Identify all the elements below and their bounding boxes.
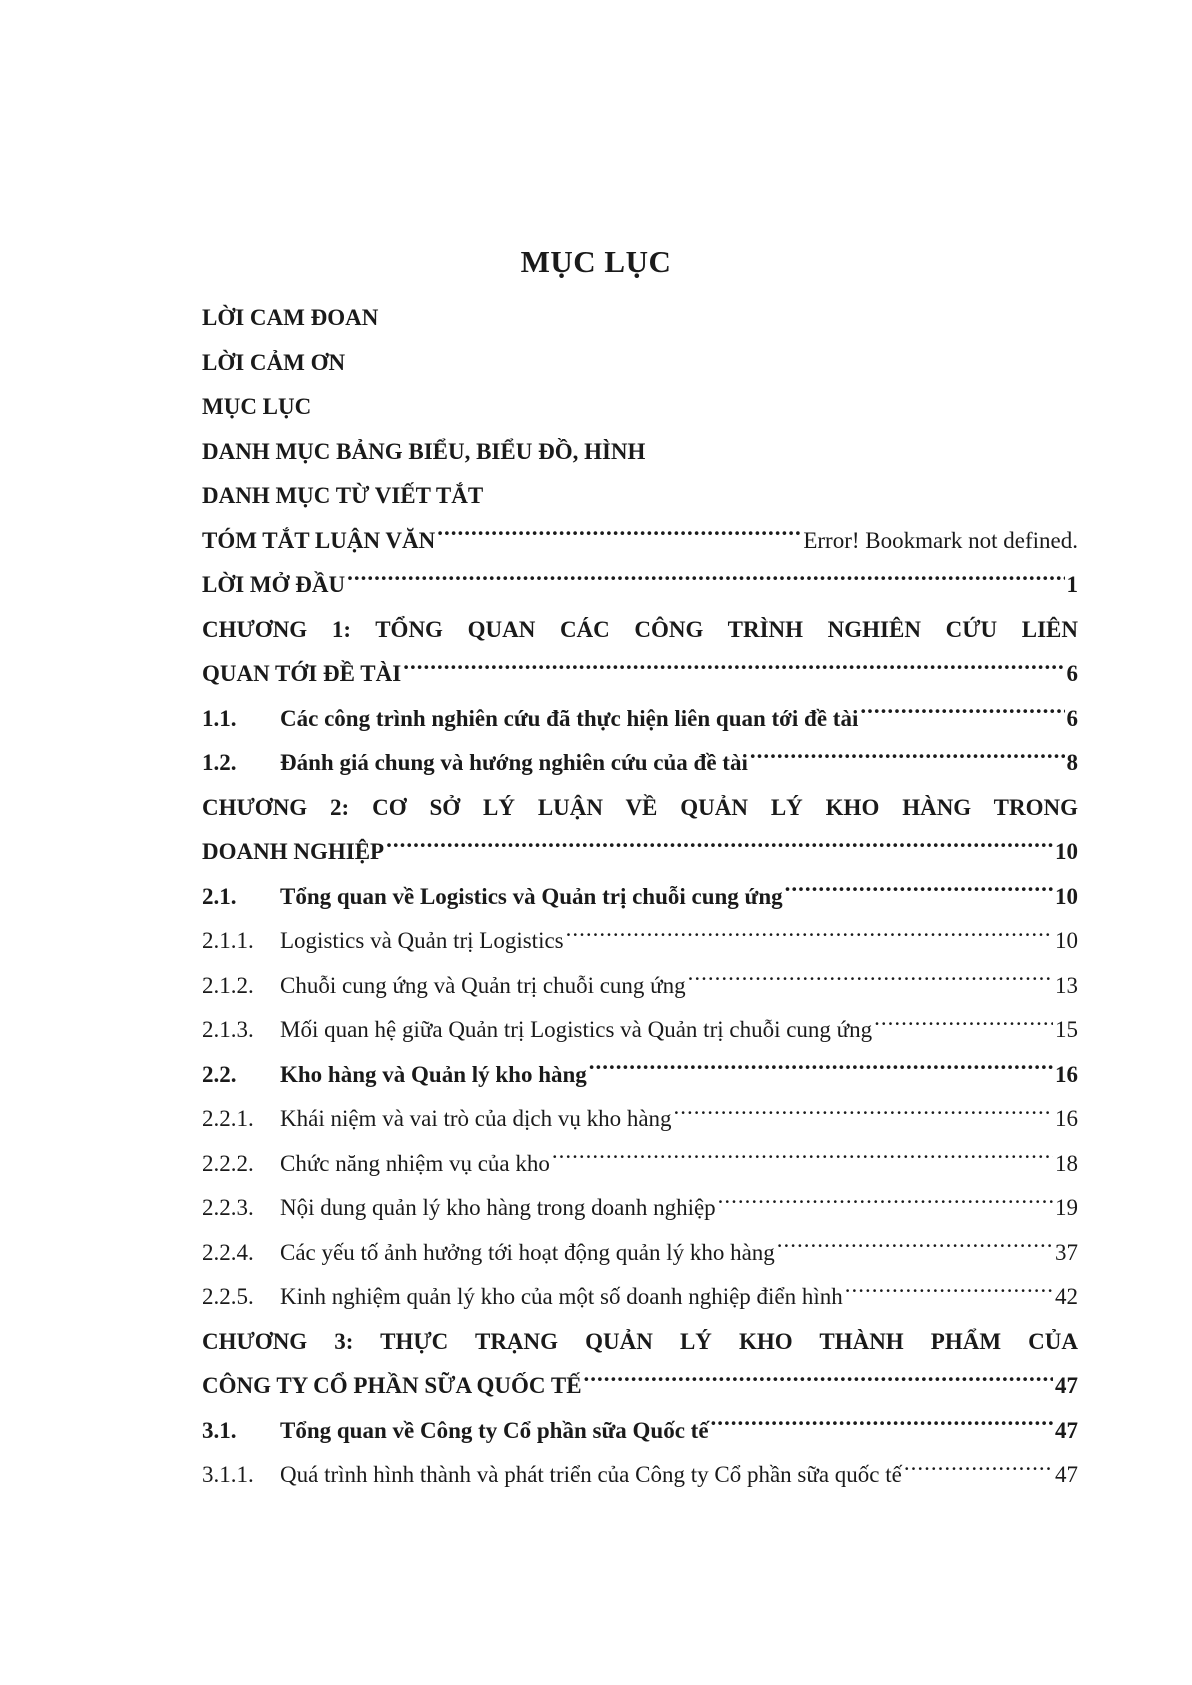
- toc-entry-page: 10: [1055, 839, 1078, 864]
- toc-entry[interactable]: [202, 1053, 1078, 1098]
- toc-entry[interactable]: [202, 697, 1078, 742]
- toc-entry-text: Các yếu tố ảnh hưởng tới hoạt động quản lý kho hàng: [280, 1239, 775, 1265]
- toc-entry-page: 15: [1055, 1017, 1078, 1042]
- toc-entry[interactable]: [202, 430, 1078, 475]
- toc-entry-number: 2.1.2.: [202, 972, 254, 998]
- toc-entry-text: CHƯƠNG 3: THỰC TRẠNG QUẢN LÝ KHO THÀNH PHẨM CỦA: [202, 1328, 1078, 1354]
- toc-entry-number: 2.2.4.: [202, 1239, 254, 1265]
- toc-entry-text: CHƯƠNG 2: CƠ SỞ LÝ LUẬN VỀ QUẢN LÝ KHO HÀNG TRONG: [202, 794, 1078, 820]
- toc-leader-dots: [777, 1237, 1053, 1260]
- toc-entry-text: LỜI CAM ĐOAN: [202, 305, 379, 330]
- toc-entry-text: Nội dung quản lý kho hàng trong doanh nghiệp: [280, 1195, 716, 1220]
- toc-entry-number: 3.1.1.: [202, 1462, 254, 1487]
- toc-entry-page: Error! Bookmark not defined.: [803, 527, 1078, 553]
- toc-leader-dots: [860, 703, 1064, 726]
- toc-entry[interactable]: [202, 1409, 1078, 1454]
- toc-leader-dots: [552, 1148, 1053, 1171]
- toc-entry[interactable]: [202, 1142, 1078, 1187]
- toc-entry-text: DANH MỤC TỪ VIẾT TẮT: [202, 483, 484, 508]
- toc-entry-number: 1.1.: [202, 705, 237, 731]
- toc-entry-page: 18: [1055, 1150, 1078, 1176]
- toc-leader-dots: [347, 569, 1064, 592]
- toc-entry-page: 8: [1066, 750, 1078, 775]
- toc-entry[interactable]: [202, 964, 1078, 1009]
- toc-entry-page: 1: [1066, 572, 1078, 597]
- toc-leader-dots: [750, 747, 1065, 770]
- toc-entry-text: DOANH NGHIỆP: [202, 839, 385, 864]
- toc-entry-text: Khái niệm và vai trò của dịch vụ kho hàng: [280, 1106, 672, 1131]
- toc-leader-dots: [566, 925, 1053, 948]
- toc-entry[interactable]: [202, 1231, 1078, 1276]
- toc-entry-number: 2.2.1.: [202, 1106, 254, 1131]
- toc-leader-dots: [785, 881, 1053, 904]
- toc-entry[interactable]: [202, 919, 1078, 964]
- toc-entry-page: 47: [1055, 1373, 1078, 1398]
- toc-entry-number: 2.2.3.: [202, 1195, 254, 1220]
- toc-entry-page: 37: [1055, 1239, 1078, 1265]
- toc-entry[interactable]: [202, 1097, 1078, 1142]
- toc-entry-number: 2.2.2.: [202, 1150, 254, 1176]
- toc-entry-text: Quá trình hình thành và phát triển của Công ty Cổ phần sữa quốc tế: [280, 1462, 902, 1487]
- toc-leader-dots: [711, 1415, 1053, 1438]
- toc-entry-page: 10: [1055, 883, 1078, 909]
- toc-entry-text: Logistics và Quản trị Logistics: [280, 928, 564, 953]
- toc-entry[interactable]: [202, 1320, 1078, 1365]
- toc-entry[interactable]: [202, 1186, 1078, 1231]
- toc-leader-dots: [904, 1459, 1053, 1482]
- toc-entry-number: 3.1.: [202, 1417, 237, 1443]
- toc-entry-text: LỜI CẢM ƠN: [202, 349, 346, 375]
- toc-entry-text: LỜI MỞ ĐẦU: [202, 572, 346, 597]
- toc-entry[interactable]: [202, 341, 1078, 386]
- toc-entry-text: Kinh nghiệm quản lý kho của một số doanh nghiệp điển hình: [280, 1284, 843, 1309]
- toc-entry[interactable]: [202, 652, 1078, 697]
- toc-entry[interactable]: [202, 875, 1078, 920]
- toc-entry-page: 16: [1055, 1106, 1078, 1131]
- toc-entry[interactable]: [202, 1275, 1078, 1320]
- toc-entry-page: 10: [1055, 928, 1078, 953]
- toc-entry-page: 42: [1055, 1284, 1078, 1309]
- toc-entry-text: MỤC LỤC: [202, 394, 312, 419]
- toc-entry[interactable]: [202, 608, 1078, 653]
- toc-entry-page: 6: [1066, 661, 1078, 686]
- toc-entry[interactable]: [202, 385, 1078, 430]
- toc-entry-page: 6: [1066, 705, 1078, 731]
- toc-leader-dots: [584, 1370, 1053, 1393]
- toc-entry-text: TÓM TẮT LUẬN VĂN: [202, 527, 436, 553]
- table-of-contents: [202, 296, 1078, 1498]
- toc-entry-text: QUAN TỚI ĐỀ TÀI: [202, 661, 402, 686]
- toc-entry-number: 2.1.3.: [202, 1017, 254, 1042]
- toc-entry-text: Tổng quan về Công ty Cổ phần sữa Quốc tế: [280, 1417, 709, 1443]
- toc-entry-text: Kho hàng và Quản lý kho hàng: [280, 1061, 587, 1087]
- toc-entry-text: CHƯƠNG 1: TỔNG QUAN CÁC CÔNG TRÌNH NGHIÊN CỨU LIÊN: [202, 616, 1078, 642]
- toc-entry[interactable]: [202, 1364, 1078, 1409]
- toc-entry-page: 47: [1055, 1462, 1078, 1487]
- toc-leader-dots: [845, 1281, 1053, 1304]
- toc-entry-text: Đánh giá chung và hướng nghiên cứu của đề tài: [280, 750, 748, 775]
- toc-entry-page: 19: [1055, 1195, 1078, 1220]
- toc-entry[interactable]: [202, 519, 1078, 564]
- toc-entry-number: 2.2.: [202, 1061, 237, 1087]
- toc-entry-number: 2.2.5.: [202, 1284, 254, 1309]
- toc-entry[interactable]: [202, 296, 1078, 341]
- toc-entry[interactable]: [202, 786, 1078, 831]
- toc-entry-page: 47: [1055, 1417, 1078, 1443]
- toc-entry-number: 1.2.: [202, 750, 237, 775]
- toc-entry-text: Các công trình nghiên cứu đã thực hiện liên quan tới đề tài: [280, 705, 859, 731]
- toc-leader-dots: [688, 970, 1053, 993]
- toc-leader-dots: [674, 1103, 1053, 1126]
- toc-entry-text: Chức năng nhiệm vụ của kho: [280, 1150, 550, 1176]
- toc-entry[interactable]: [202, 1008, 1078, 1053]
- toc-leader-dots: [874, 1014, 1053, 1037]
- toc-entry-text: CÔNG TY CỔ PHẦN SỮA QUỐC TẾ: [202, 1373, 582, 1398]
- toc-entry[interactable]: [202, 830, 1078, 875]
- toc-entry-number: 2.1.: [202, 883, 237, 909]
- toc-entry-text: Chuỗi cung ứng và Quản trị chuỗi cung ứng: [280, 972, 686, 998]
- toc-entry-text: DANH MỤC BẢNG BIỂU, BIỂU ĐỒ, HÌNH: [202, 438, 646, 464]
- toc-entry[interactable]: [202, 1453, 1078, 1498]
- page-title: MỤC LỤC: [520, 244, 672, 279]
- toc-entry-text: Mối quan hệ giữa Quản trị Logistics và Quản trị chuỗi cung ứng: [280, 1017, 873, 1042]
- toc-leader-dots: [437, 525, 801, 548]
- toc-entry-text: Tổng quan về Logistics và Quản trị chuỗi cung ứng: [280, 883, 783, 909]
- toc-entry[interactable]: [202, 563, 1078, 608]
- toc-leader-dots: [403, 658, 1064, 681]
- toc-leader-dots: [718, 1192, 1053, 1215]
- toc-entry-page: 13: [1055, 972, 1078, 998]
- toc-entry[interactable]: [202, 474, 1078, 519]
- toc-entry[interactable]: [202, 741, 1078, 786]
- toc-leader-dots: [386, 836, 1053, 859]
- toc-entry-page: 16: [1055, 1061, 1078, 1087]
- toc-entry-number: 2.1.1.: [202, 928, 254, 953]
- toc-leader-dots: [589, 1059, 1053, 1082]
